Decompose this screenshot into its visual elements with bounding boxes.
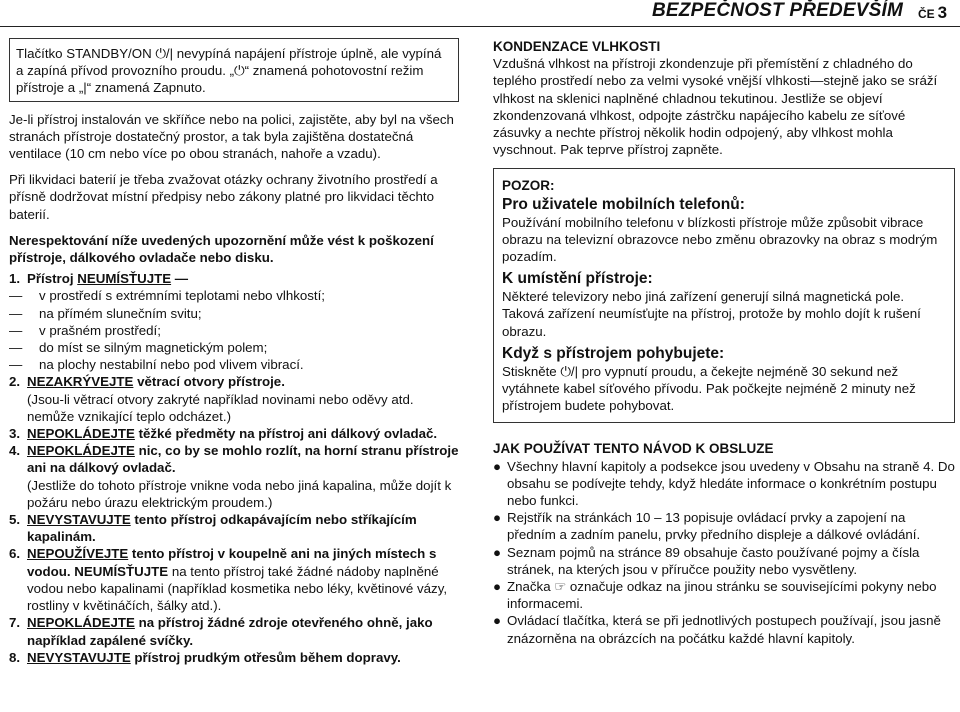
bullet-icon: ● bbox=[493, 579, 502, 595]
bullet-icon: ● bbox=[493, 613, 502, 629]
item-text: — bbox=[171, 271, 189, 287]
language-code: ČE bbox=[918, 7, 935, 21]
item-text: Přístroj bbox=[27, 271, 78, 287]
list-item-2: 2. NEZAKRÝVEJTE větrací otvory přístroje. (Jsou-li větrací otvory zakryté například novinami nebo oděvy atd. nemůže vznikající teplo odcházet.) bbox=[9, 374, 414, 424]
dash-item: — v prostředí s extrémními teplotami nebo vlhkostí; bbox=[9, 288, 325, 304]
list-item: ● Seznam pojmů na stránce 89 obsahuje často používané pojmy a čísla stránek, na kterých jsou v příručce použity nebo vysvětleny. bbox=[493, 544, 920, 577]
list-item-3: 3. NEPOKLÁDEJTE těžké předměty na přístroj ani dálkový ovladač. bbox=[9, 426, 438, 442]
list-item: ● Rejstřík na stránkách 10 – 13 popisuje ovládací prvky a zapojení na předním a zadním panelu, prvky předního displeje a dálkové ovládání. bbox=[493, 510, 921, 543]
list-item: ● Značka ☞ označuje odkaz na jinou stránku se souvisejícími pokyny nebo informacemi. bbox=[493, 579, 937, 612]
placement-text: Některé televizory nebo jiná zařízení generují silná magnetická pole. Taková zařízení neumísťujte na přístroj, protože by mohlo dojít k rušení obrazu. bbox=[502, 289, 921, 339]
list-item-6: 6. NEPOUŽÍVEJTE tento přístroj v koupelně ani na jiných místech s vodou. NEUMÍSŤUJTE na tento přístroj také žádné nádoby naplněné vodou nebo kapalinami (například kosmetika nebo léky, květinové vázy, rostliny v květináčích, šálky atd.). bbox=[9, 546, 448, 614]
list-item-4: 4. NEPOKLÁDEJTE nic, co by se mohlo rozlít, na horní stranu přístroje ani na dálkový ovladač. (Jestliže do tohoto přístroje vnikne voda nebo jiná kapalina, může dojít k požáru nebo úrazu elektrickým proudem.) bbox=[9, 443, 459, 510]
page-header-title: BEZPEČNOST PŘEDEVŠÍM bbox=[652, 0, 904, 21]
list-item-7: 7. NEPOKLÁDEJTE na přístroj žádné zdroje otevřeného ohně, jako například zapálené svíčky. bbox=[9, 615, 433, 648]
warning-paragraph: Nerespektování níže uvedených upozornění může vést k poškození přístroje, dálkového ovladače nebo disku. bbox=[9, 232, 434, 266]
header-divider bbox=[0, 26, 960, 27]
dash-item: — na plochy nestabilní nebo pod vlivem vibrací. bbox=[9, 357, 304, 373]
page-number-value: 3 bbox=[937, 3, 948, 22]
bullet-icon: ● bbox=[493, 510, 502, 526]
list-item: ● Všechny hlavní kapitoly a podsekce jsou uvedeny v Obsahu na straně 4. Do obsahu se podívejte tehdy, když hledáte informace o konkrétním postupu nebo funkci. bbox=[493, 458, 955, 509]
condensation-title: KONDENZACE VLHKOSTI bbox=[493, 39, 661, 54]
install-paragraph: Je-li přístroj instalován ve skříňce nebo na polici, zajistěte, aby byl na všech stranách přístroje dostatečný prostor, a tak byla zajištěna dostatečná ventilace (10 cm nebo více po obou stranách, nahoře a vzadu). bbox=[9, 111, 454, 162]
dash-item: — na přímém slunečním svitu; bbox=[9, 305, 202, 321]
caution-box bbox=[493, 168, 955, 423]
battery-paragraph: Při likvidaci baterií je třeba zvažovat otázky ochrany životního prostředí a přísně dodržovat místní předpisy nebo zákony platné pro likvidaci těchto baterií. bbox=[9, 172, 438, 222]
standby-note-text: Tlačítko STANDBY/ON ⏻/| nevypíná napájení přístroje úplně, ale vypíná a zapíná přívod provozního proudu. „⏻“ znamená pohotovostní režim přístroje a „|“ znamená Zapnuto. bbox=[16, 46, 442, 96]
mobile-phone-title: Pro uživatele mobilních telefonů: bbox=[502, 195, 745, 213]
list-item: ● Ovládací tlačítka, která se při jednotlivých postupech používají, jsou jasně znázorněna na obrázcích na počátku každé hlavní kapitoly. bbox=[493, 613, 941, 646]
dash-item: — v prašném prostředí; bbox=[9, 322, 161, 338]
condensation-text: Vzdušná vlhkost na přístroji zkondenzuje při přemístění z chladného do teplého prostředí nebo za velmi vysoké vnější vlhkosti—stejně jako se sráží vlhkost na sklenici naplněné chladnou tekutinou. Jestliže se objeví zkondenzovaná vlhkost, odpojte zástrčku napájecího kabelu ze síťové zásuvky a nechte přístroj několik hodin odpojený, aby vlhkost mohla vyschnout. Pak teprve přístroj zapněte. bbox=[493, 56, 938, 158]
list-item-8: 8. NEVYSTAVUJTE přístroj prudkým otřesům během dopravy. bbox=[9, 649, 401, 665]
moving-text: Stiskněte ⏻/| pro vypnutí proudu, a čekejte nejméně 30 sekund než vytáhnete kabel síťového přívodu. Pak počkejte nejméně 2 minuty než přístrojem budete pohybovat. bbox=[502, 363, 916, 414]
standby-note-box bbox=[9, 38, 459, 102]
placement-title: K umístění přístroje: bbox=[502, 270, 653, 288]
page-number bbox=[918, 4, 947, 23]
caution-label: POZOR: bbox=[502, 178, 555, 194]
moving-title: Když s přístrojem pohybujete: bbox=[502, 344, 725, 362]
howto-title: JAK POUŽÍVAT TENTO NÁVOD K OBSLUZE bbox=[493, 441, 774, 457]
item-keyword: NEUMÍSŤUJTE bbox=[77, 271, 172, 287]
list-number: 1. bbox=[9, 271, 21, 287]
bullet-icon: ● bbox=[493, 544, 502, 560]
mobile-phone-text: Používání mobilního telefonu v blízkosti přístroje může způsobit vibrace obrazu na televizní obrazovce nebo změnu obrazovky na obraz s modrým pozadím. bbox=[502, 214, 938, 265]
list-item-1 bbox=[9, 270, 461, 287]
dash-item: — do míst se silným magnetickým polem; bbox=[9, 340, 268, 356]
bullet-icon: ● bbox=[493, 458, 502, 474]
left-column bbox=[9, 38, 461, 666]
right-column bbox=[493, 38, 955, 647]
list-item-5: 5. NEVYSTAVUJTE tento přístroj odkapávajícím nebo stříkajícím kapalinám. bbox=[9, 512, 417, 545]
